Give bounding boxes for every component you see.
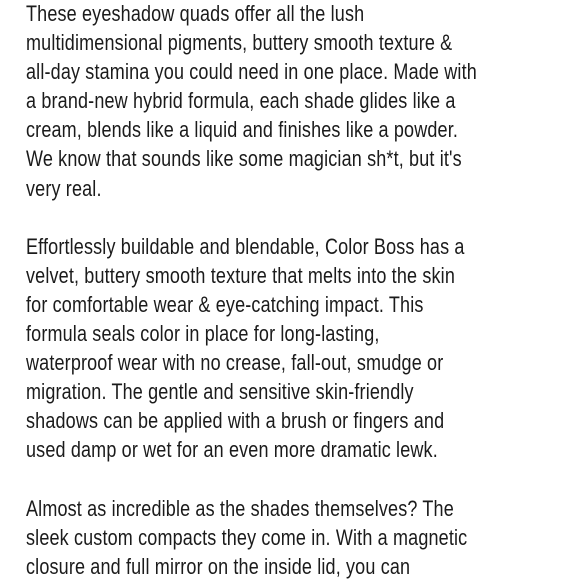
paragraph-line: cream, blends like a liquid and finishes like a powder. bbox=[26, 117, 459, 143]
paragraph-line: all-day stamina you could need in one place. Made with bbox=[26, 59, 477, 85]
paragraph-line: waterproof wear with no crease, fall-out, smudge or bbox=[26, 350, 444, 376]
paragraph-line: shadows can be applied with a brush or fingers and bbox=[26, 408, 445, 434]
paragraph-line: a brand-new hybrid formula, each shade glides like a bbox=[26, 88, 456, 114]
product-description bbox=[26, 0, 477, 580]
paragraph-line: We know that sounds like some magician sh*t, but it's bbox=[26, 146, 462, 172]
paragraph-spacer bbox=[26, 465, 464, 494]
paragraph-line: Almost as incredible as the shades themselves? The bbox=[26, 495, 454, 521]
paragraph-line: velvet, buttery smooth texture that melts into the skin bbox=[26, 262, 455, 288]
paragraph-line: multidimensional pigments, buttery smooth texture & bbox=[26, 30, 453, 56]
description-paragraph-1 bbox=[26, 0, 477, 203]
paragraph-line: for comfortable wear & eye-catching impact. This bbox=[26, 291, 424, 317]
paragraph-line: migration. The gentle and sensitive skin-friendly bbox=[26, 379, 414, 405]
description-paragraph-2 bbox=[26, 232, 464, 465]
paragraph-line: formula seals color in place for long-lasting, bbox=[26, 321, 380, 347]
paragraph-line: Effortlessly buildable and blendable, Color Boss has a bbox=[26, 233, 465, 259]
paragraph-line: sleek custom compacts they come in. With a magnetic bbox=[26, 524, 468, 550]
paragraph-line: very real. bbox=[26, 175, 102, 201]
description-paragraph-3 bbox=[26, 494, 468, 580]
paragraph-line: These eyeshadow quads offer all the lush bbox=[26, 1, 365, 26]
paragraph-line: closure and full mirror on the inside lid, you can bbox=[26, 553, 411, 579]
paragraph-line: used damp or wet for an even more dramatic lewk. bbox=[26, 437, 438, 463]
paragraph-spacer bbox=[26, 203, 464, 232]
